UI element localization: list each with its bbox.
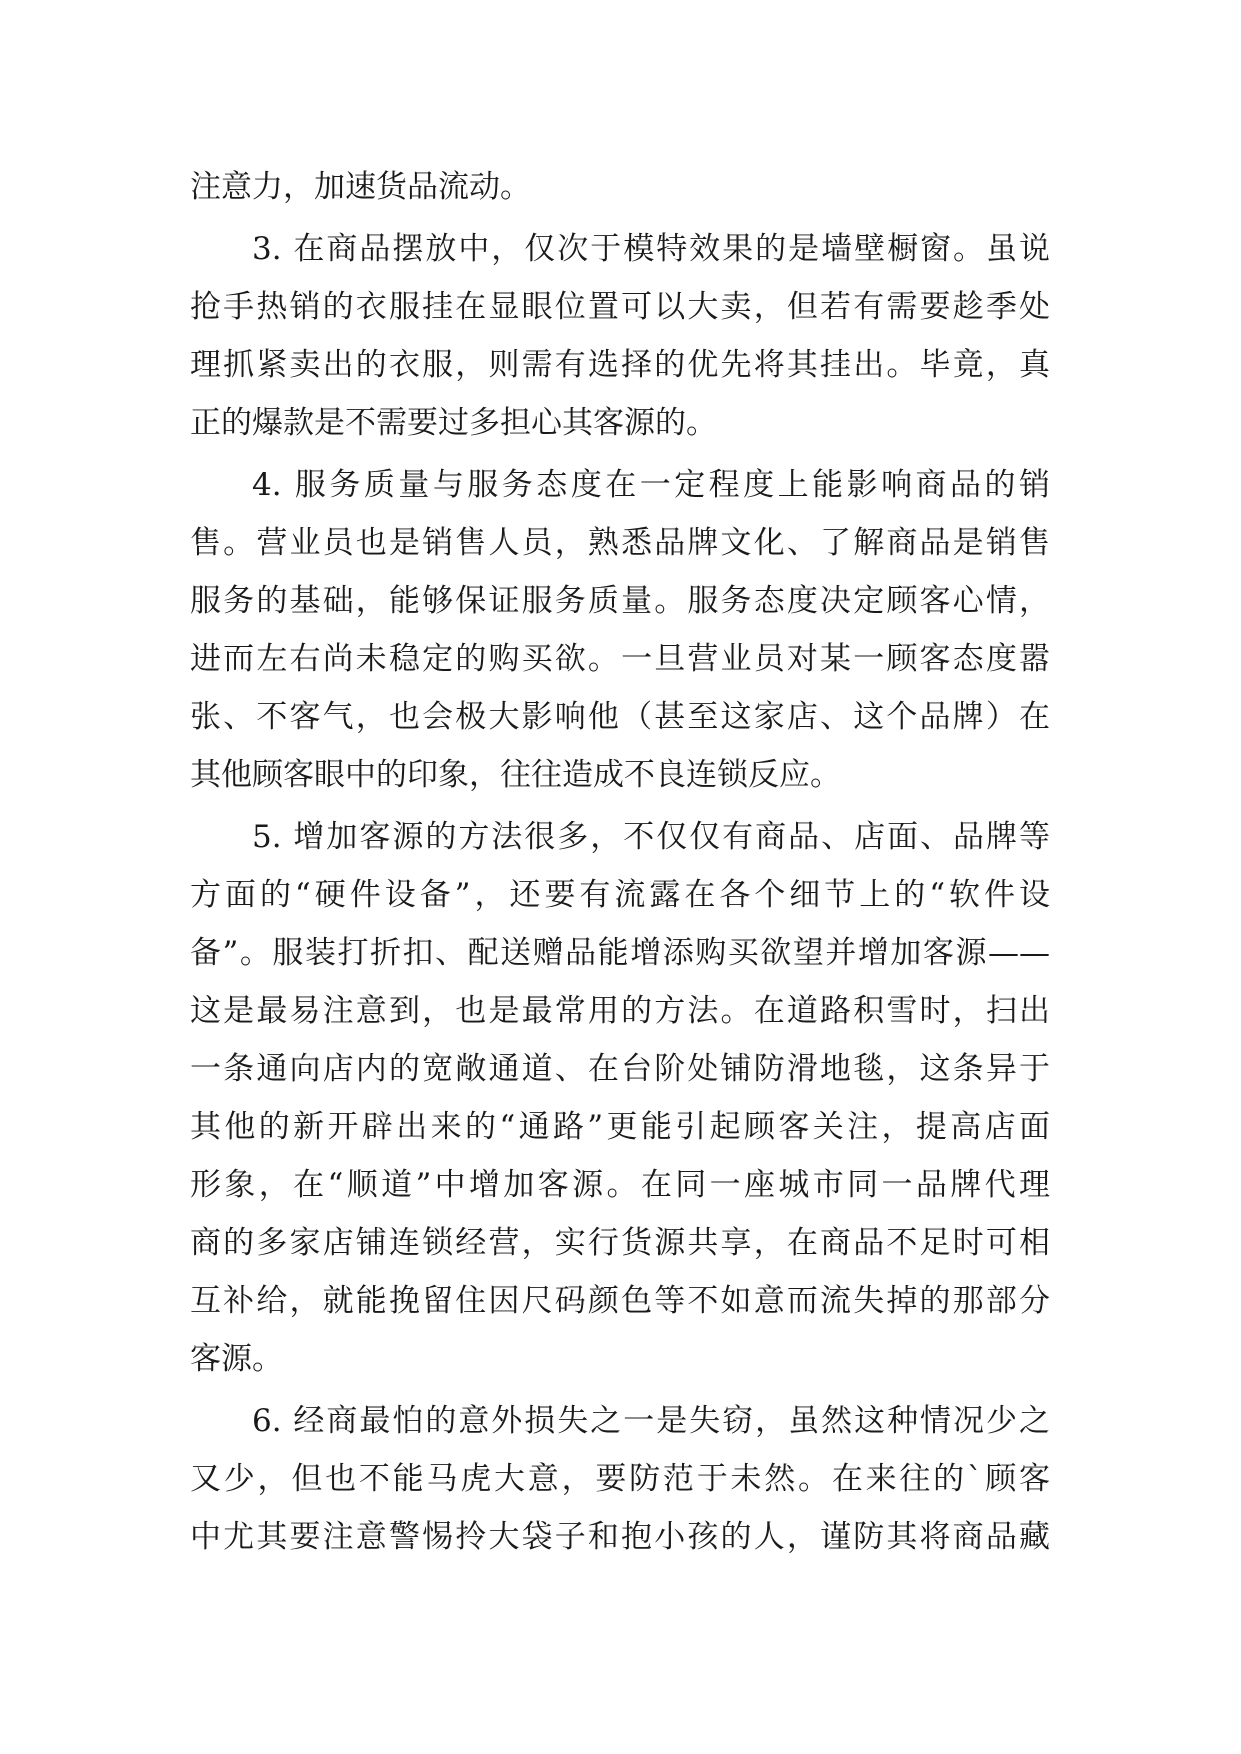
text-line: 售。营业员也是销售人员，熟悉品牌文化、了解商品是销售 bbox=[190, 525, 1050, 561]
text-line: 理抓紧卖出的衣服，则需有选择的优先将其挂出。毕竟，真 bbox=[190, 347, 1050, 383]
text-line: 抢手热销的衣服挂在显眼位置可以大卖，但若有需要趁季处 bbox=[190, 289, 1050, 325]
text-line: 其他的新开辟出来的“通路”更能引起顾客关注，提高店面 bbox=[190, 1109, 1050, 1145]
text-line: 互补给，就能挽留住因尺码颜色等不如意而流失掉的那部分 bbox=[190, 1283, 1050, 1319]
paragraph-4 bbox=[190, 456, 1050, 804]
text-line: 其他顾客眼中的印象，往往造成不良连锁反应。 bbox=[190, 757, 841, 793]
text-line: 形象，在“顺道”中增加客源。在同一座城市同一品牌代理 bbox=[190, 1167, 1050, 1203]
text-line: 服务的基础，能够保证服务质量。服务态度决定顾客心情， bbox=[190, 583, 1050, 619]
text-line: 客源。 bbox=[190, 1341, 283, 1377]
text-line: 3. 在商品摆放中，仅次于模特效果的是墙壁橱窗。虽说 bbox=[252, 231, 1050, 267]
text-line: 正的爆款是不需要过多担心其客源的。 bbox=[190, 405, 717, 441]
text-line: 进而左右尚未稳定的购买欲。一旦营业员对某一顾客态度嚣 bbox=[190, 641, 1050, 677]
text-line: 张、不客气，也会极大影响他（甚至这家店、这个品牌）在 bbox=[190, 699, 1050, 735]
paragraph-3 bbox=[190, 220, 1050, 452]
text-line: 商的多家店铺连锁经营，实行货源共享，在商品不足时可相 bbox=[190, 1225, 1050, 1261]
text-line: 又少，但也不能马虎大意，要防范于未然。在来往的`顾客 bbox=[190, 1461, 1050, 1497]
text-line: 5. 增加客源的方法很多，不仅仅有商品、店面、品牌等 bbox=[252, 819, 1050, 855]
text-line: 方面的“硬件设备”，还要有流露在各个细节上的“软件设 bbox=[190, 877, 1050, 913]
paragraph-5 bbox=[190, 808, 1050, 1388]
body-text bbox=[190, 158, 1050, 1566]
text-line: 中尤其要注意警惕拎大袋子和抱小孩的人，谨防其将商品藏 bbox=[190, 1519, 1050, 1555]
text-line: 一条通向店内的宽敞通道、在台阶处铺防滑地毯，这条异于 bbox=[190, 1051, 1050, 1087]
paragraph-6 bbox=[190, 1392, 1050, 1566]
paragraph-continuation bbox=[190, 158, 1050, 216]
text-line: 这是最易注意到，也是最常用的方法。在道路积雪时，扫出 bbox=[190, 993, 1050, 1029]
text-line: 6. 经商最怕的意外损失之一是失窃，虽然这种情况少之 bbox=[252, 1403, 1050, 1439]
text-line: 4. 服务质量与服务态度在一定程度上能影响商品的销 bbox=[252, 467, 1050, 503]
text-line: 备”。服装打折扣、配送赠品能增添购买欲望并增加客源—— bbox=[190, 935, 1050, 971]
text-line: 注意力，加速货品流动。 bbox=[190, 169, 531, 205]
